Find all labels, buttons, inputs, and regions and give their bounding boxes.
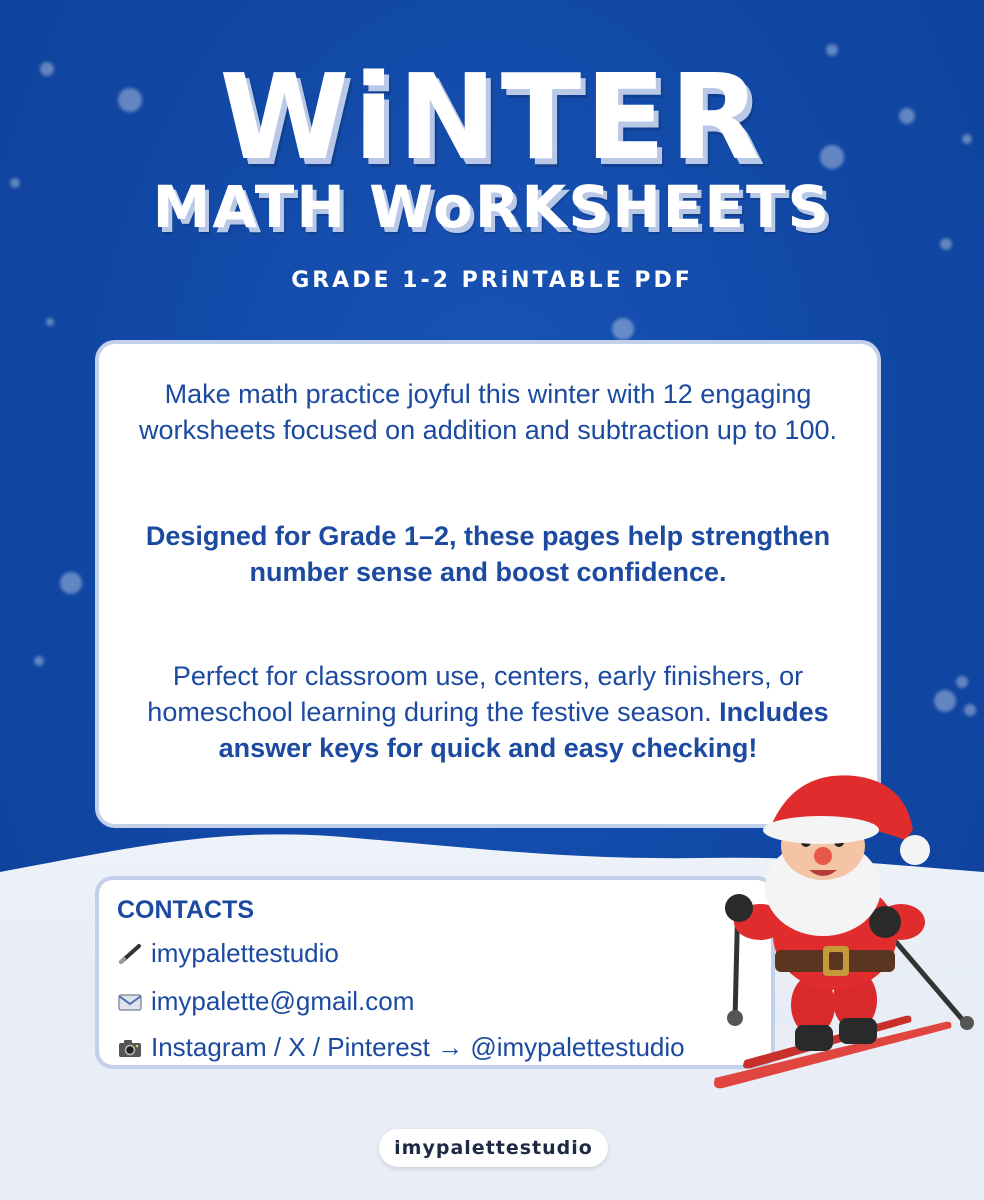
footer-brand-badge: imypalettestudio [379,1129,608,1167]
title-winter: WiNTER [219,48,765,186]
subtitle-grade: GRADE 1-2 PRiNTABLE PDF [291,268,693,293]
description-card [95,340,881,828]
title-math-worksheets: MATH WoRKSHEETS [152,173,832,241]
contact-email[interactable] [117,986,414,1017]
camera-icon [117,1037,143,1059]
contacts-card [95,876,775,1069]
description-paragraph-3-bold: Includes answer keys for quick and easy checking! [218,697,829,763]
contact-handle[interactable] [117,938,339,969]
description-paragraph-1: Make math practice joyful this winter with 12 engaging worksheets focused on addition and subtraction up to 100. [139,379,837,445]
description-paragraph-3 [139,658,837,766]
contact-email-text: imypalette@gmail.com [151,986,415,1016]
envelope-icon [117,991,143,1013]
santa-skiing-illustration [705,760,975,1100]
contact-handle-text: imypalettestudio [151,938,339,968]
contacts-title: CONTACTS [117,896,255,924]
pen-icon [117,943,143,965]
contact-social[interactable] [117,1032,685,1063]
description-paragraph-2: Designed for Grade 1–2, these pages help strengthen number sense and boost confidence. [145,521,831,587]
contact-social-text: Instagram / X / Pinterest → @imypalettestudio [151,1032,685,1062]
description-paragraph-3-text: Perfect for classroom use, centers, early finishers, or homeschool learning during the festive season. [147,661,804,727]
